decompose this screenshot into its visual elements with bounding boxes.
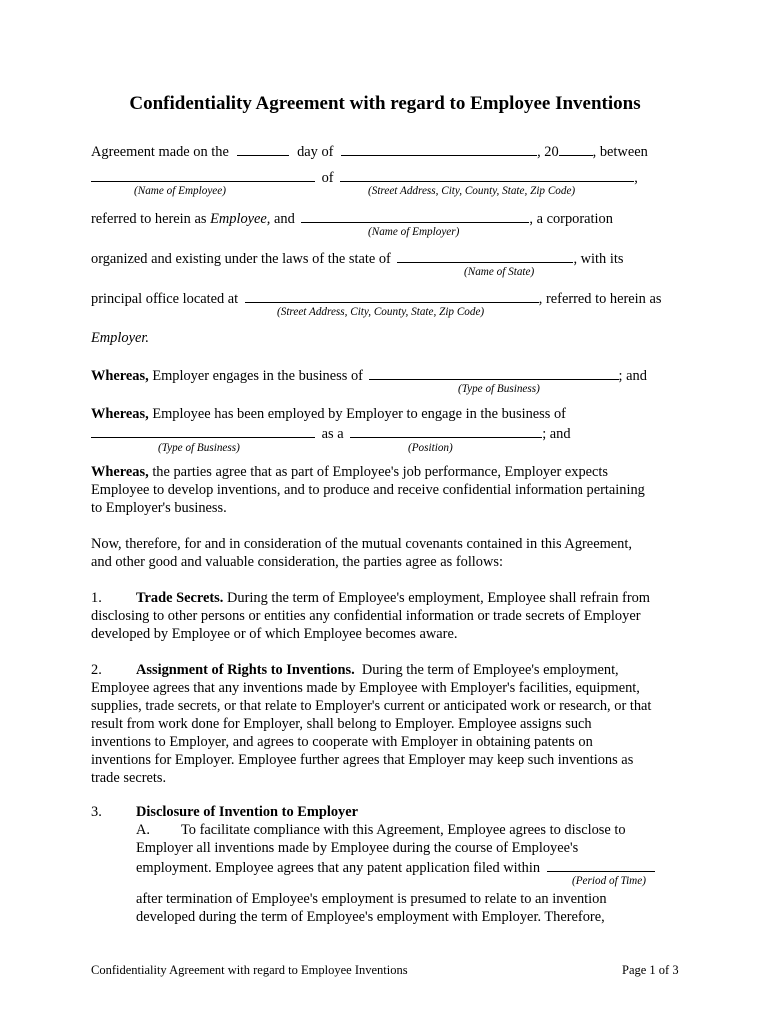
section-3-line-1: To facilitate compliance with this Agreement, Employee agrees to disclose to: [181, 822, 626, 838]
employer-name-blank[interactable]: [301, 209, 529, 223]
between-text: , between: [592, 144, 648, 160]
section-3-heading: Disclosure of Invention to Employer: [136, 804, 358, 820]
caption-name-employer: (Name of Employer): [368, 226, 460, 238]
and-text: and: [274, 211, 295, 227]
employee-word: Employee,: [210, 211, 271, 227]
section-2-heading: Assignment of Rights to Inventions.: [136, 662, 355, 678]
whereas-1: [91, 366, 647, 385]
section-3-line-3: employment. Employee agrees that any patent application filed within: [136, 860, 541, 876]
now-therefore-line-1: Now, therefore, for and in consideration of the mutual covenants contained in this Agreement,: [91, 536, 632, 552]
whereas-1-label: Whereas,: [91, 368, 149, 384]
position-blank[interactable]: [350, 424, 542, 438]
intro-line-4: [91, 249, 623, 268]
organized-text: organized and existing under the laws of the state of: [91, 251, 391, 267]
intro-line-1: [91, 142, 648, 161]
section-2: [91, 661, 683, 787]
caption-name-state: (Name of State): [464, 266, 535, 278]
whereas-3-line-3: to Employer's business.: [91, 500, 227, 516]
month-blank[interactable]: [341, 142, 537, 156]
as-a-text: as a: [321, 426, 344, 442]
comma-text: ,: [634, 170, 638, 186]
year-prefix-text: , 20: [537, 144, 559, 160]
intro-line-3: [91, 209, 613, 228]
whereas-3: [91, 463, 683, 517]
now-therefore: [91, 535, 683, 571]
caption-type-business-2: (Type of Business): [158, 442, 240, 454]
referred-prefix-text: referred to herein as: [91, 211, 207, 227]
now-therefore-line-2: and other good and valuable consideration, the parties agree as follows:: [91, 554, 503, 570]
whereas-2-end: ; and: [542, 426, 571, 442]
section-3-sub-label: A.: [136, 822, 150, 838]
of-text: of: [321, 170, 334, 186]
whereas-2-line-1: [91, 406, 566, 423]
footer-title: Confidentiality Agreement with regard to Employee Inventions: [91, 963, 408, 977]
period-blank[interactable]: [547, 858, 655, 872]
section-1: [91, 589, 683, 643]
section-2-line-4: result from work done for Employer, shall belong to Employer. Employee assigns such: [91, 716, 592, 732]
employee-name-blank[interactable]: [91, 168, 315, 182]
section-2-number: 2.: [91, 662, 102, 678]
employee-business-blank[interactable]: [91, 424, 315, 438]
whereas-1-text: Employer engages in the business of: [152, 368, 363, 384]
section-2-line-1: During the term of Employee's employment,: [361, 662, 619, 678]
section-2-line-2: Employee agrees that any inventions made by Employee with Employer's facilities, equipment,: [91, 680, 640, 696]
section-2-line-7: trade secrets.: [91, 770, 167, 786]
caption-name-employee: (Name of Employee): [134, 185, 226, 197]
section-1-line-1: During the term of Employee's employment, Employee shall refrain from: [227, 590, 650, 606]
whereas-2-label: Whereas,: [91, 406, 149, 422]
with-its-text: , with its: [573, 251, 624, 267]
page-number: Page 1 of 3: [622, 963, 679, 977]
made-on-text: Agreement made on the: [91, 144, 229, 160]
section-1-line-3: developed by Employee or of which Employee becomes aware.: [91, 626, 458, 642]
a-corporation-text: , a corporation: [529, 211, 613, 227]
section-3-line-5: developed during the term of Employee's employment with Employer. Therefore,: [136, 909, 605, 925]
state-blank[interactable]: [397, 249, 573, 263]
day-blank[interactable]: [237, 142, 289, 156]
caption-street-address: (Street Address, City, County, State, Zip Code): [368, 185, 576, 197]
whereas-2-line-2: [91, 424, 571, 443]
section-2-line-3: supplies, trade secrets, or that relate to Employer's current or anticipated work or research, or that: [91, 698, 652, 714]
section-1-number: 1.: [91, 590, 102, 606]
section-2-line-6: inventions for Employer. Employee further agrees that Employer may keep such inventions as: [91, 752, 634, 768]
employer-business-blank[interactable]: [369, 366, 619, 380]
section-3-line-2: Employer all inventions made by Employee during the course of Employee's: [136, 840, 579, 856]
whereas-3-label: Whereas,: [91, 464, 149, 480]
whereas-2-text: Employee has been employed by Employer to engage in the business of: [152, 406, 566, 422]
whereas-1-end: ; and: [618, 368, 647, 384]
page-title: Confidentiality Agreement with regard to Employee Inventions: [129, 93, 641, 114]
section-3-a-line-1: [136, 822, 626, 839]
section-3-line-4: after termination of Employee's employment is presumed to relate to an invention: [136, 891, 607, 907]
whereas-3-line-2: Employee to develop inventions, and to produce and receive confidential information pertaining: [91, 482, 645, 498]
section-1-line-2: disclosing to other persons or entities any confidential information or trade secrets of Employer: [91, 608, 641, 624]
principal-text: principal office located at: [91, 291, 239, 307]
caption-position: (Position): [408, 442, 453, 454]
section-1-heading: Trade Secrets.: [136, 590, 224, 606]
year-blank[interactable]: [559, 142, 593, 156]
caption-type-business-1: (Type of Business): [458, 383, 540, 395]
caption-period-of-time: (Period of Time): [572, 875, 646, 887]
employee-address-blank[interactable]: [340, 168, 634, 182]
office-address-blank[interactable]: [245, 289, 539, 303]
day-of-text: day of: [297, 144, 334, 160]
whereas-3-line-1: the parties agree that as part of Employee's job performance, Employer expects: [152, 464, 609, 480]
section-3-number: 3.: [91, 804, 102, 820]
caption-street-address-2: (Street Address, City, County, State, Zip Code): [277, 306, 485, 318]
employer-word: Employer.: [91, 330, 149, 346]
section-2-line-5: inventions to Employer, and agrees to cooperate with Employer in obtaining patents on: [91, 734, 593, 750]
referred-suffix-text: , referred to herein as: [538, 291, 662, 307]
